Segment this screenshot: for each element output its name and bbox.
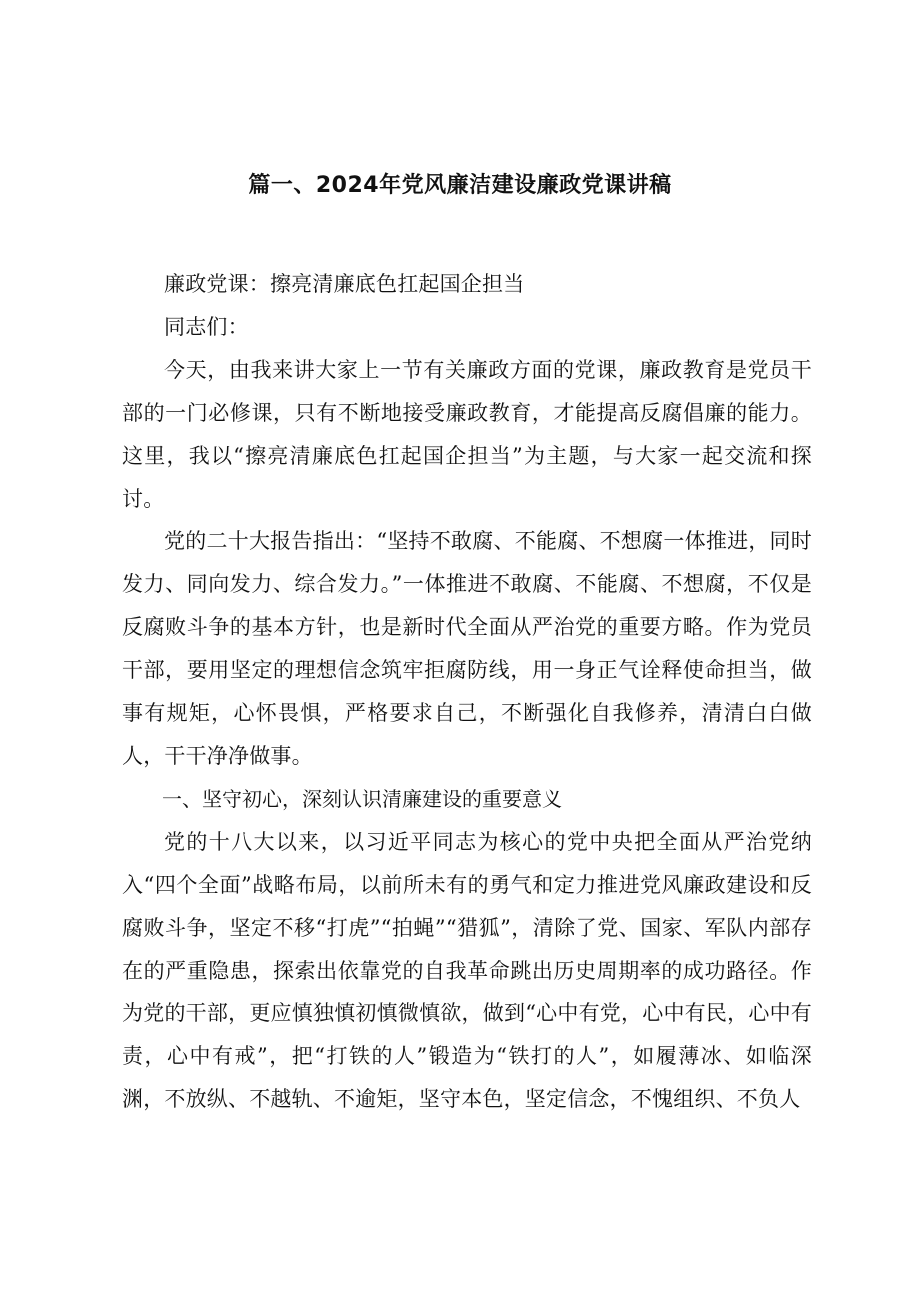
paragraph-report: 党的二十大报告指出：“坚持不敢腐、不能腐、不想腐一体推进，同时发力、同向发力、综合发力。”一体推进不敢腐、不能腐、不想腐，不仅是反腐败斗争的基本方针，也是新时代全面从严治党的重要方略。作为党员干部，要用坚定的理想信念筑牢拒腐防线，用一身正气诠释使命担当，做事有规矩，心怀畏惧，严格要求自己，不断强化自我修养，清清白白做人，干干净净做事。 bbox=[122, 529, 812, 768]
salutation: 同志们： bbox=[164, 314, 249, 339]
paragraph-intro: 今天，由我来讲大家上一节有关廉政方面的党课，廉政教育是党员干部的一门必修课，只有不断地接受廉政教育，才能提高反腐倡廉的能力。这里，我以“擦亮清廉底色扛起国企担当”为主题，与大家一起交流和探讨。 bbox=[122, 357, 812, 511]
document-title: 篇一、2024年党风廉洁建设廉政党课讲稿 bbox=[248, 173, 672, 198]
document-subtitle: 廉政党课：擦亮清廉底色扛起国企担当 bbox=[164, 272, 525, 296]
paragraph-section-one: 党的十八大以来，以习近平同志为核心的党中央把全面从严治党纳入“四个全面”战略布局，以前所未有的勇气和定力推进党风廉政建设和反腐败斗争，坚定不移“打虎”“拍蝇”“猎狐”，清除了党、国家、军队内部存在的严重隐患，探索出依靠党的自我革命跳出历史周期率的成功路径。作为党的干部，更应慎独慎初慎微慎欲，做到“心中有党，心中有民，心中有责，心中有戒”，把“打铁的人”锻造为“铁打的人”，如履薄冰、如临深渊，不放纵、不越轨、不逾矩，坚守本色，坚定信念，不愧组织、不负人 bbox=[122, 829, 812, 1112]
section-heading: 一、坚守初心，深刻认识清廉建设的重要意义 bbox=[162, 786, 562, 811]
document-body bbox=[122, 263, 812, 1121]
